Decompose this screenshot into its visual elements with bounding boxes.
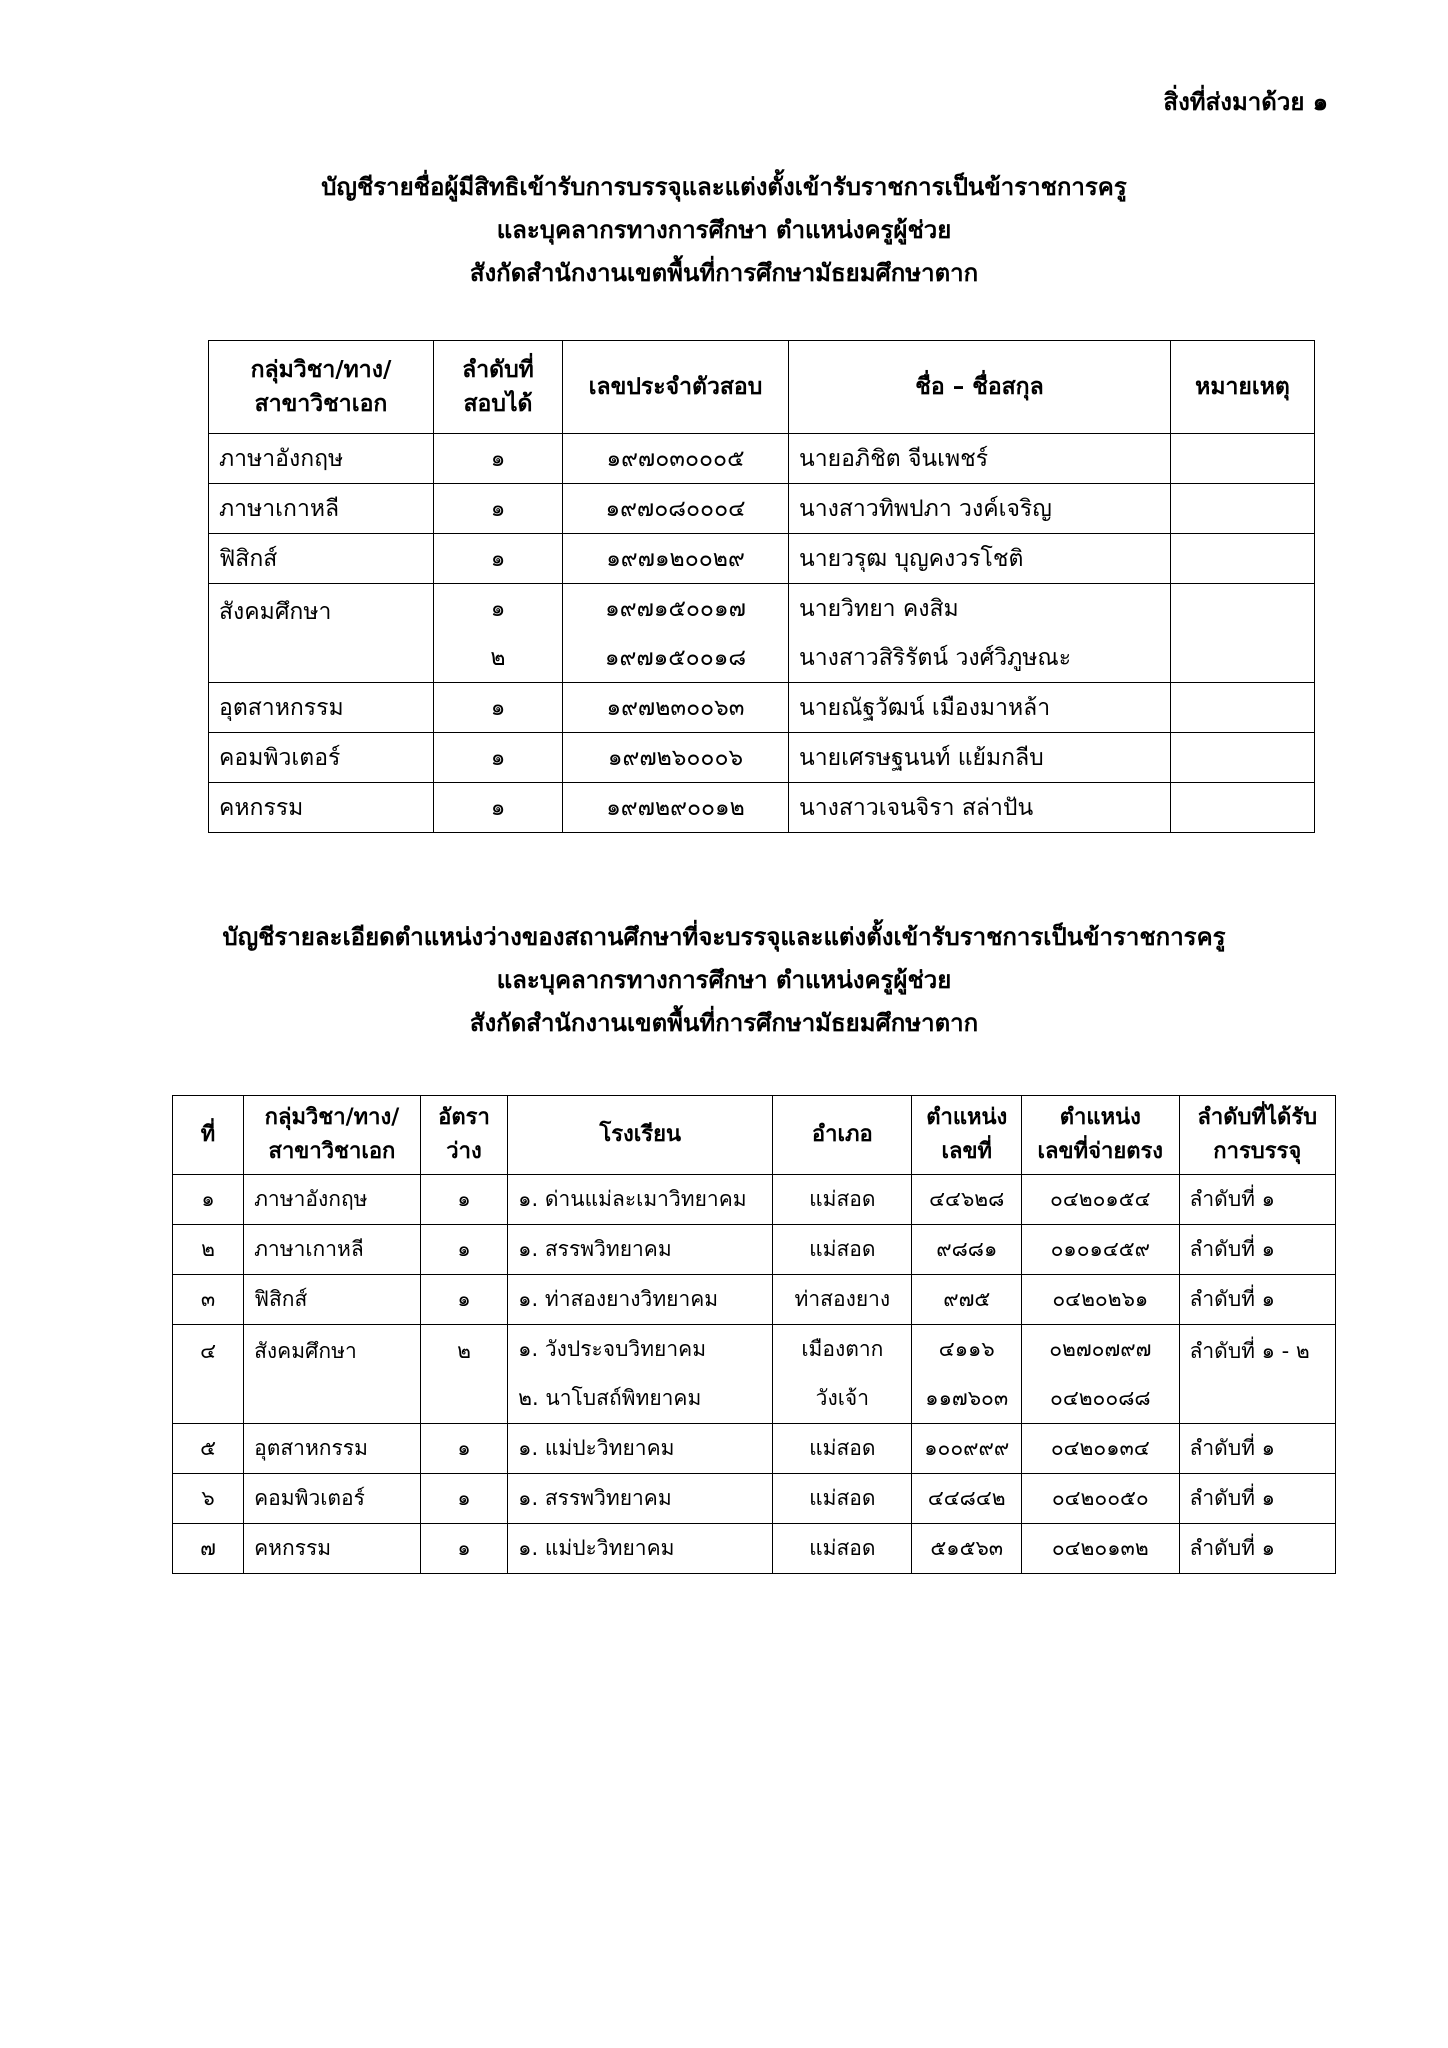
- header-exam-id: เลขประจำตัวสอบ: [563, 341, 789, 434]
- section1-title-line: สังกัดสำนักงานเขตพื้นที่การศึกษามัธยมศึกษาตาก: [469, 259, 979, 287]
- rank-cell: ๑: [434, 484, 563, 534]
- rank-cell: ๑: [434, 683, 563, 733]
- no-cell: ๔: [173, 1325, 244, 1424]
- name-cell: นางสาวสิริรัตน์ วงศ์วิภูษณะ: [789, 633, 1171, 683]
- name-cell: นายเศรษฐนนท์ แย้มกลีบ: [789, 733, 1171, 783]
- rank-cell: ๑: [434, 534, 563, 584]
- pay-no-cell: ๐๔๒๐๑๓๔: [1022, 1424, 1179, 1474]
- header-pay-line2: เลขที่จ่ายตรง: [1037, 1139, 1164, 1164]
- subject-cell: คอมพิวเตอร์: [209, 733, 434, 783]
- table-header-row: [173, 1096, 1336, 1175]
- name-cell: นางสาวเจนจิรา สล่าปัน: [789, 783, 1171, 833]
- vacancy-cell: ๑: [420, 1175, 507, 1225]
- remark-cell: [1171, 783, 1315, 833]
- table-row: [209, 783, 1315, 833]
- header-order-line2: การบรรจุ: [1213, 1139, 1302, 1164]
- header-subject: [244, 1096, 421, 1175]
- header-subject-line2: สาขาวิชาเอก: [268, 1139, 396, 1164]
- table-row: [173, 1524, 1336, 1574]
- remark-cell: [1171, 484, 1315, 534]
- vacancy-cell: ๑: [420, 1424, 507, 1474]
- table-row: [209, 484, 1315, 534]
- header-subject-line1: กลุ่มวิชา/ทาง/: [264, 1105, 400, 1130]
- section1-title: [0, 166, 1448, 295]
- rank-cell: ๑: [434, 783, 563, 833]
- table-row: [173, 1225, 1336, 1275]
- header-remark: หมายเหตุ: [1171, 341, 1315, 434]
- header-pay-line1: ตำแหน่ง: [1059, 1105, 1141, 1130]
- header-rank-line2: สอบได้: [463, 391, 533, 417]
- attachment-label: สิ่งที่ส่งมาด้วย ๑: [1163, 88, 1328, 116]
- table-header-row: [209, 341, 1315, 434]
- table-row: [173, 1424, 1336, 1474]
- header-vacancy-line1: อัตรา: [438, 1105, 490, 1130]
- pay-no-cell: ๐๑๐๑๔๕๙: [1022, 1225, 1179, 1275]
- section1-title-line: บัญชีรายชื่อผู้มีสิทธิเข้ารับการบรรจุและแต่งตั้งเข้ารับราชการเป็นข้าราชการครู: [321, 173, 1127, 201]
- school-cell: ๑. วังประจบวิทยาคม: [508, 1325, 773, 1375]
- subject-cell: ภาษาเกาหลี: [244, 1225, 421, 1275]
- remark-cell: [1171, 434, 1315, 484]
- remark-cell: [1171, 683, 1315, 733]
- exam-id-cell: ๑๙๗๒๙๐๐๑๒: [563, 783, 789, 833]
- exam-id-cell: ๑๙๗๐๘๐๐๐๔: [563, 484, 789, 534]
- district-cell: แม่สอด: [773, 1474, 912, 1524]
- pay-no-cell: ๐๒๗๐๗๙๗: [1022, 1325, 1179, 1375]
- pay-no-cell: ๐๔๒๐๑๓๒: [1022, 1524, 1179, 1574]
- remark-cell: [1171, 733, 1315, 783]
- school-cell: ๑. สรรพวิทยาคม: [508, 1225, 773, 1275]
- order-cell: ลำดับที่ ๑: [1179, 1474, 1335, 1524]
- name-cell: นายวรุฒ บุญคงวรโชติ: [789, 534, 1171, 584]
- section2-title-line: บัญชีรายละเอียดตำแหน่งว่างของสถานศึกษาที่จะบรรจุและแต่งตั้งเข้ารับราชการเป็นข้าราชการครู: [222, 923, 1226, 951]
- header-order: [1179, 1096, 1335, 1175]
- school-cell: ๑. แม่ปะวิทยาคม: [508, 1524, 773, 1574]
- header-position-no: [912, 1096, 1022, 1175]
- subject-cell: สังคมศึกษา: [244, 1325, 421, 1424]
- order-cell: ลำดับที่ ๑: [1179, 1175, 1335, 1225]
- pay-no-cell: ๐๔๒๐๑๕๔: [1022, 1175, 1179, 1225]
- section1-title-line: และบุคลากรทางการศึกษา ตำแหน่งครูผู้ช่วย: [496, 216, 952, 244]
- header-school: โรงเรียน: [508, 1096, 773, 1175]
- exam-id-cell: ๑๙๗๑๒๐๐๒๙: [563, 534, 789, 584]
- header-subject-line1: กลุ่มวิชา/ทาง/: [250, 357, 392, 383]
- subject-cell: ภาษาเกาหลี: [209, 484, 434, 534]
- rank-cell: ๑: [434, 584, 563, 634]
- no-cell: ๗: [173, 1524, 244, 1574]
- rank-cell: ๑: [434, 733, 563, 783]
- table-row: [209, 434, 1315, 484]
- exam-id-cell: ๑๙๗๒๓๐๐๖๓: [563, 683, 789, 733]
- subject-cell: อุตสาหกรรม: [244, 1424, 421, 1474]
- table-row: [173, 1275, 1336, 1325]
- vacancy-cell: ๑: [420, 1225, 507, 1275]
- header-rank: [434, 341, 563, 434]
- vacancy-cell: ๒: [420, 1325, 507, 1424]
- header-order-line1: ลำดับที่ได้รับ: [1197, 1105, 1318, 1130]
- order-cell: ลำดับที่ ๑: [1179, 1424, 1335, 1474]
- subject-cell: คหกรรม: [244, 1524, 421, 1574]
- name-cell: นายวิทยา คงสิม: [789, 584, 1171, 634]
- header-vacancy-line2: ว่าง: [446, 1139, 482, 1164]
- header-subject: [209, 341, 434, 434]
- header-no: ที่: [173, 1096, 244, 1175]
- subject-cell: คหกรรม: [209, 783, 434, 833]
- district-cell: แม่สอด: [773, 1424, 912, 1474]
- name-cell: นายณัฐวัฒน์ เมืองมาหล้า: [789, 683, 1171, 733]
- subject-cell: สังคมศึกษา: [209, 584, 434, 683]
- vacancy-cell: ๑: [420, 1275, 507, 1325]
- pay-no-cell: ๐๔๒๐๐๘๘: [1022, 1374, 1179, 1424]
- section2-title-line: สังกัดสำนักงานเขตพื้นที่การศึกษามัธยมศึกษาตาก: [469, 1009, 979, 1037]
- header-pos-line1: ตำแหน่ง: [926, 1105, 1008, 1130]
- header-subject-line2: สาขาวิชาเอก: [254, 391, 388, 417]
- order-cell: ลำดับที่ ๑: [1179, 1225, 1335, 1275]
- district-cell: ท่าสองยาง: [773, 1275, 912, 1325]
- pay-no-cell: ๐๔๒๐๐๕๐: [1022, 1474, 1179, 1524]
- table-row: [209, 534, 1315, 584]
- table-row: [173, 1175, 1336, 1225]
- table-row: [173, 1474, 1336, 1524]
- section2-title: [0, 916, 1448, 1045]
- no-cell: ๓: [173, 1275, 244, 1325]
- subject-cell: ฟิสิกส์: [209, 534, 434, 584]
- rank-cell: ๑: [434, 434, 563, 484]
- header-name: ชื่อ – ชื่อสกุล: [789, 341, 1171, 434]
- order-cell: ลำดับที่ ๑ - ๒: [1179, 1325, 1335, 1424]
- order-cell: ลำดับที่ ๑: [1179, 1524, 1335, 1574]
- district-cell: แม่สอด: [773, 1175, 912, 1225]
- table-row: [209, 733, 1315, 783]
- table-row: [209, 683, 1315, 733]
- header-vacancy: [420, 1096, 507, 1175]
- position-no-cell: ๙๘๘๑: [912, 1225, 1022, 1275]
- no-cell: ๒: [173, 1225, 244, 1275]
- table-row: [173, 1325, 1336, 1375]
- position-no-cell: ๙๗๕: [912, 1275, 1022, 1325]
- remark-cell: [1171, 534, 1315, 584]
- school-cell: ๑. สรรพวิทยาคม: [508, 1474, 773, 1524]
- header-pos-line2: เลขที่: [941, 1139, 993, 1164]
- order-cell: ลำดับที่ ๑: [1179, 1275, 1335, 1325]
- vacancy-cell: ๑: [420, 1524, 507, 1574]
- table-row: [209, 584, 1315, 634]
- district-cell: แม่สอด: [773, 1524, 912, 1574]
- district-cell: เมืองตาก: [773, 1325, 912, 1375]
- position-no-cell: ๔๔๖๒๘: [912, 1175, 1022, 1225]
- school-cell: ๑. แม่ปะวิทยาคม: [508, 1424, 773, 1474]
- school-cell: ๑. ท่าสองยางวิทยาคม: [508, 1275, 773, 1325]
- subject-cell: ฟิสิกส์: [244, 1275, 421, 1325]
- position-no-cell: ๔๔๘๔๒: [912, 1474, 1022, 1524]
- subject-cell: คอมพิวเตอร์: [244, 1474, 421, 1524]
- section2-title-line: และบุคลากรทางการศึกษา ตำแหน่งครูผู้ช่วย: [496, 966, 952, 994]
- name-cell: นายอภิชิต จีนเพชร์: [789, 434, 1171, 484]
- school-cell: ๑. ด่านแม่ละเมาวิทยาคม: [508, 1175, 773, 1225]
- header-rank-line1: ลำดับที่: [462, 357, 534, 383]
- rank-cell: ๒: [434, 633, 563, 683]
- subject-cell: อุตสาหกรรม: [209, 683, 434, 733]
- exam-id-cell: ๑๙๗๑๕๐๐๑๗: [563, 584, 789, 634]
- no-cell: ๖: [173, 1474, 244, 1524]
- vacancy-cell: ๑: [420, 1474, 507, 1524]
- header-pay-no: [1022, 1096, 1179, 1175]
- position-no-cell: ๑๐๐๙๙๙: [912, 1424, 1022, 1474]
- exam-id-cell: ๑๙๗๐๓๐๐๐๕: [563, 434, 789, 484]
- subject-cell: ภาษาอังกฤษ: [209, 434, 434, 484]
- district-cell: แม่สอด: [773, 1225, 912, 1275]
- position-no-cell: ๔๑๑๖: [912, 1325, 1022, 1375]
- no-cell: ๕: [173, 1424, 244, 1474]
- eligible-candidates-table: [208, 340, 1315, 833]
- header-district: อำเภอ: [773, 1096, 912, 1175]
- vacancy-positions-table: [172, 1095, 1336, 1574]
- position-no-cell: ๑๑๗๖๐๓: [912, 1374, 1022, 1424]
- subject-cell: ภาษาอังกฤษ: [244, 1175, 421, 1225]
- pay-no-cell: ๐๔๒๐๒๖๑: [1022, 1275, 1179, 1325]
- exam-id-cell: ๑๙๗๑๕๐๐๑๘: [563, 633, 789, 683]
- remark-cell: [1171, 584, 1315, 683]
- no-cell: ๑: [173, 1175, 244, 1225]
- exam-id-cell: ๑๙๗๒๖๐๐๐๖: [563, 733, 789, 783]
- position-no-cell: ๕๑๕๖๓: [912, 1524, 1022, 1574]
- name-cell: นางสาวทิพปภา วงค์เจริญ: [789, 484, 1171, 534]
- district-cell: วังเจ้า: [773, 1374, 912, 1424]
- school-cell: ๒. นาโบสถ์พิทยาคม: [508, 1374, 773, 1424]
